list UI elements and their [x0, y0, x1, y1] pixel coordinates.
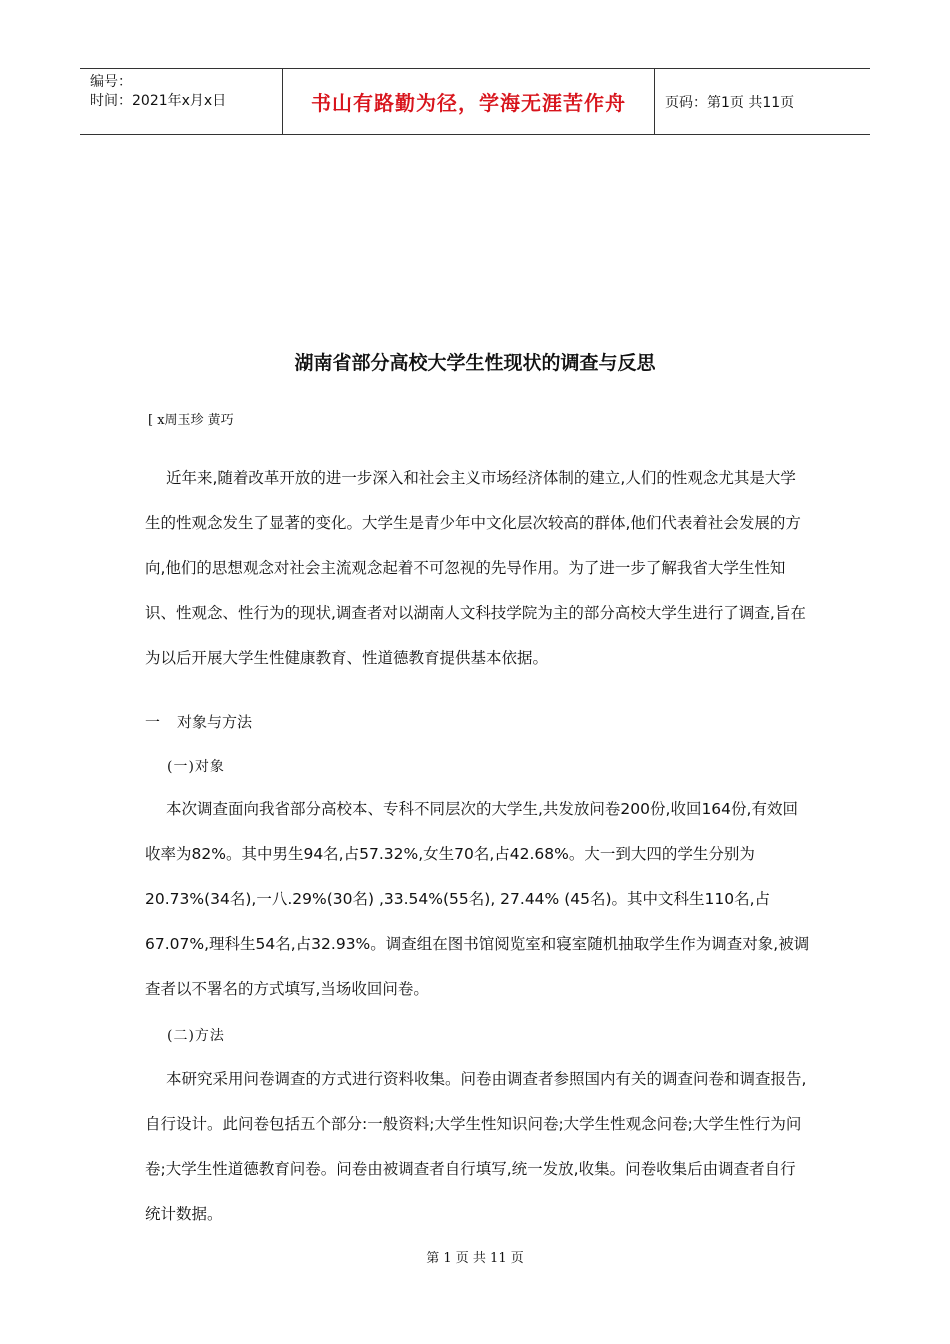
section-number: 一 [145, 713, 161, 731]
section-title: 对象与方法 [177, 713, 253, 731]
objects-paragraph [145, 787, 810, 1012]
document-number-label: 编号： [90, 74, 132, 90]
document-title: 湖南省部分高校大学生性现状的调查与反思 [294, 352, 656, 374]
intro-paragraph-text: 近年来,随着改革开放的进一步深入和社会主义市场经济体制的建立,人们的性观念尤其是大学生的性观念发生了显著的变化。大学生是青少年中文化层次较高的群体,他们代表着社会发展的方向,他们的思想观念对社会主流观念起着不可忽视的先导作用。为了进一步了解我省大学生性知识、性观念、性行为的现状,调查者对以湖南人文科技学院为主的部分高校大学生进行了调查,旨在为以后开展大学生性健康教育、性道德教育提供基本依据。 [145, 469, 806, 667]
section-heading [145, 711, 252, 732]
document-authors: [ x周玉珍 黄巧 [148, 413, 234, 428]
objects-paragraph-text: 本次调查面向我省部分高校本、专科不同层次的大学生,共发放问卷200份,收回164份,有效回收率为82%。其中男生94名,占57.32%,女生70名,占42.68%。大一到大四的学生分别为20.73%(34名),一八.29%(30名) ,33.54%(55名), 27.44% (45名)。其中文科生110名,占67.07%,理科生54名,占32.93%。调查组在图书馆阅览室和寝室随机抽取学生作为调查对象,被调查者以不署名的方式填写,当场收回问卷。 [145, 800, 810, 998]
header-page-cell [655, 69, 870, 134]
header-motto: 书山有路勤为径，学海无涯苦作舟 [311, 91, 626, 115]
header-table [80, 68, 870, 135]
subsection-heading-methods: (二)方法 [167, 1028, 225, 1044]
page-footer: 第 1 页 共 11 页 [426, 1251, 524, 1266]
methods-paragraph [145, 1057, 810, 1237]
methods-paragraph-text: 本研究采用问卷调查的方式进行资料收集。问卷由调查者参照国内有关的调查问卷和调查报告,自行设计。此问卷包括五个部分:一般资料;大学生性知识问卷;大学生性观念问卷;大学生性行为问卷;大学生性道德教育问卷。问卷由被调查者自行填写,统一发放,收集。问卷收集后由调查者自行统计数据。 [145, 1070, 807, 1223]
intro-paragraph [145, 456, 810, 681]
subsection-heading-objects: (一)对象 [167, 759, 225, 775]
header-motto-cell [282, 69, 655, 134]
header-page-info: 页码：第1页 共11页 [665, 94, 795, 111]
header-meta-cell [80, 69, 282, 134]
document-time-label: 时间：2021年x月x日 [90, 93, 227, 109]
